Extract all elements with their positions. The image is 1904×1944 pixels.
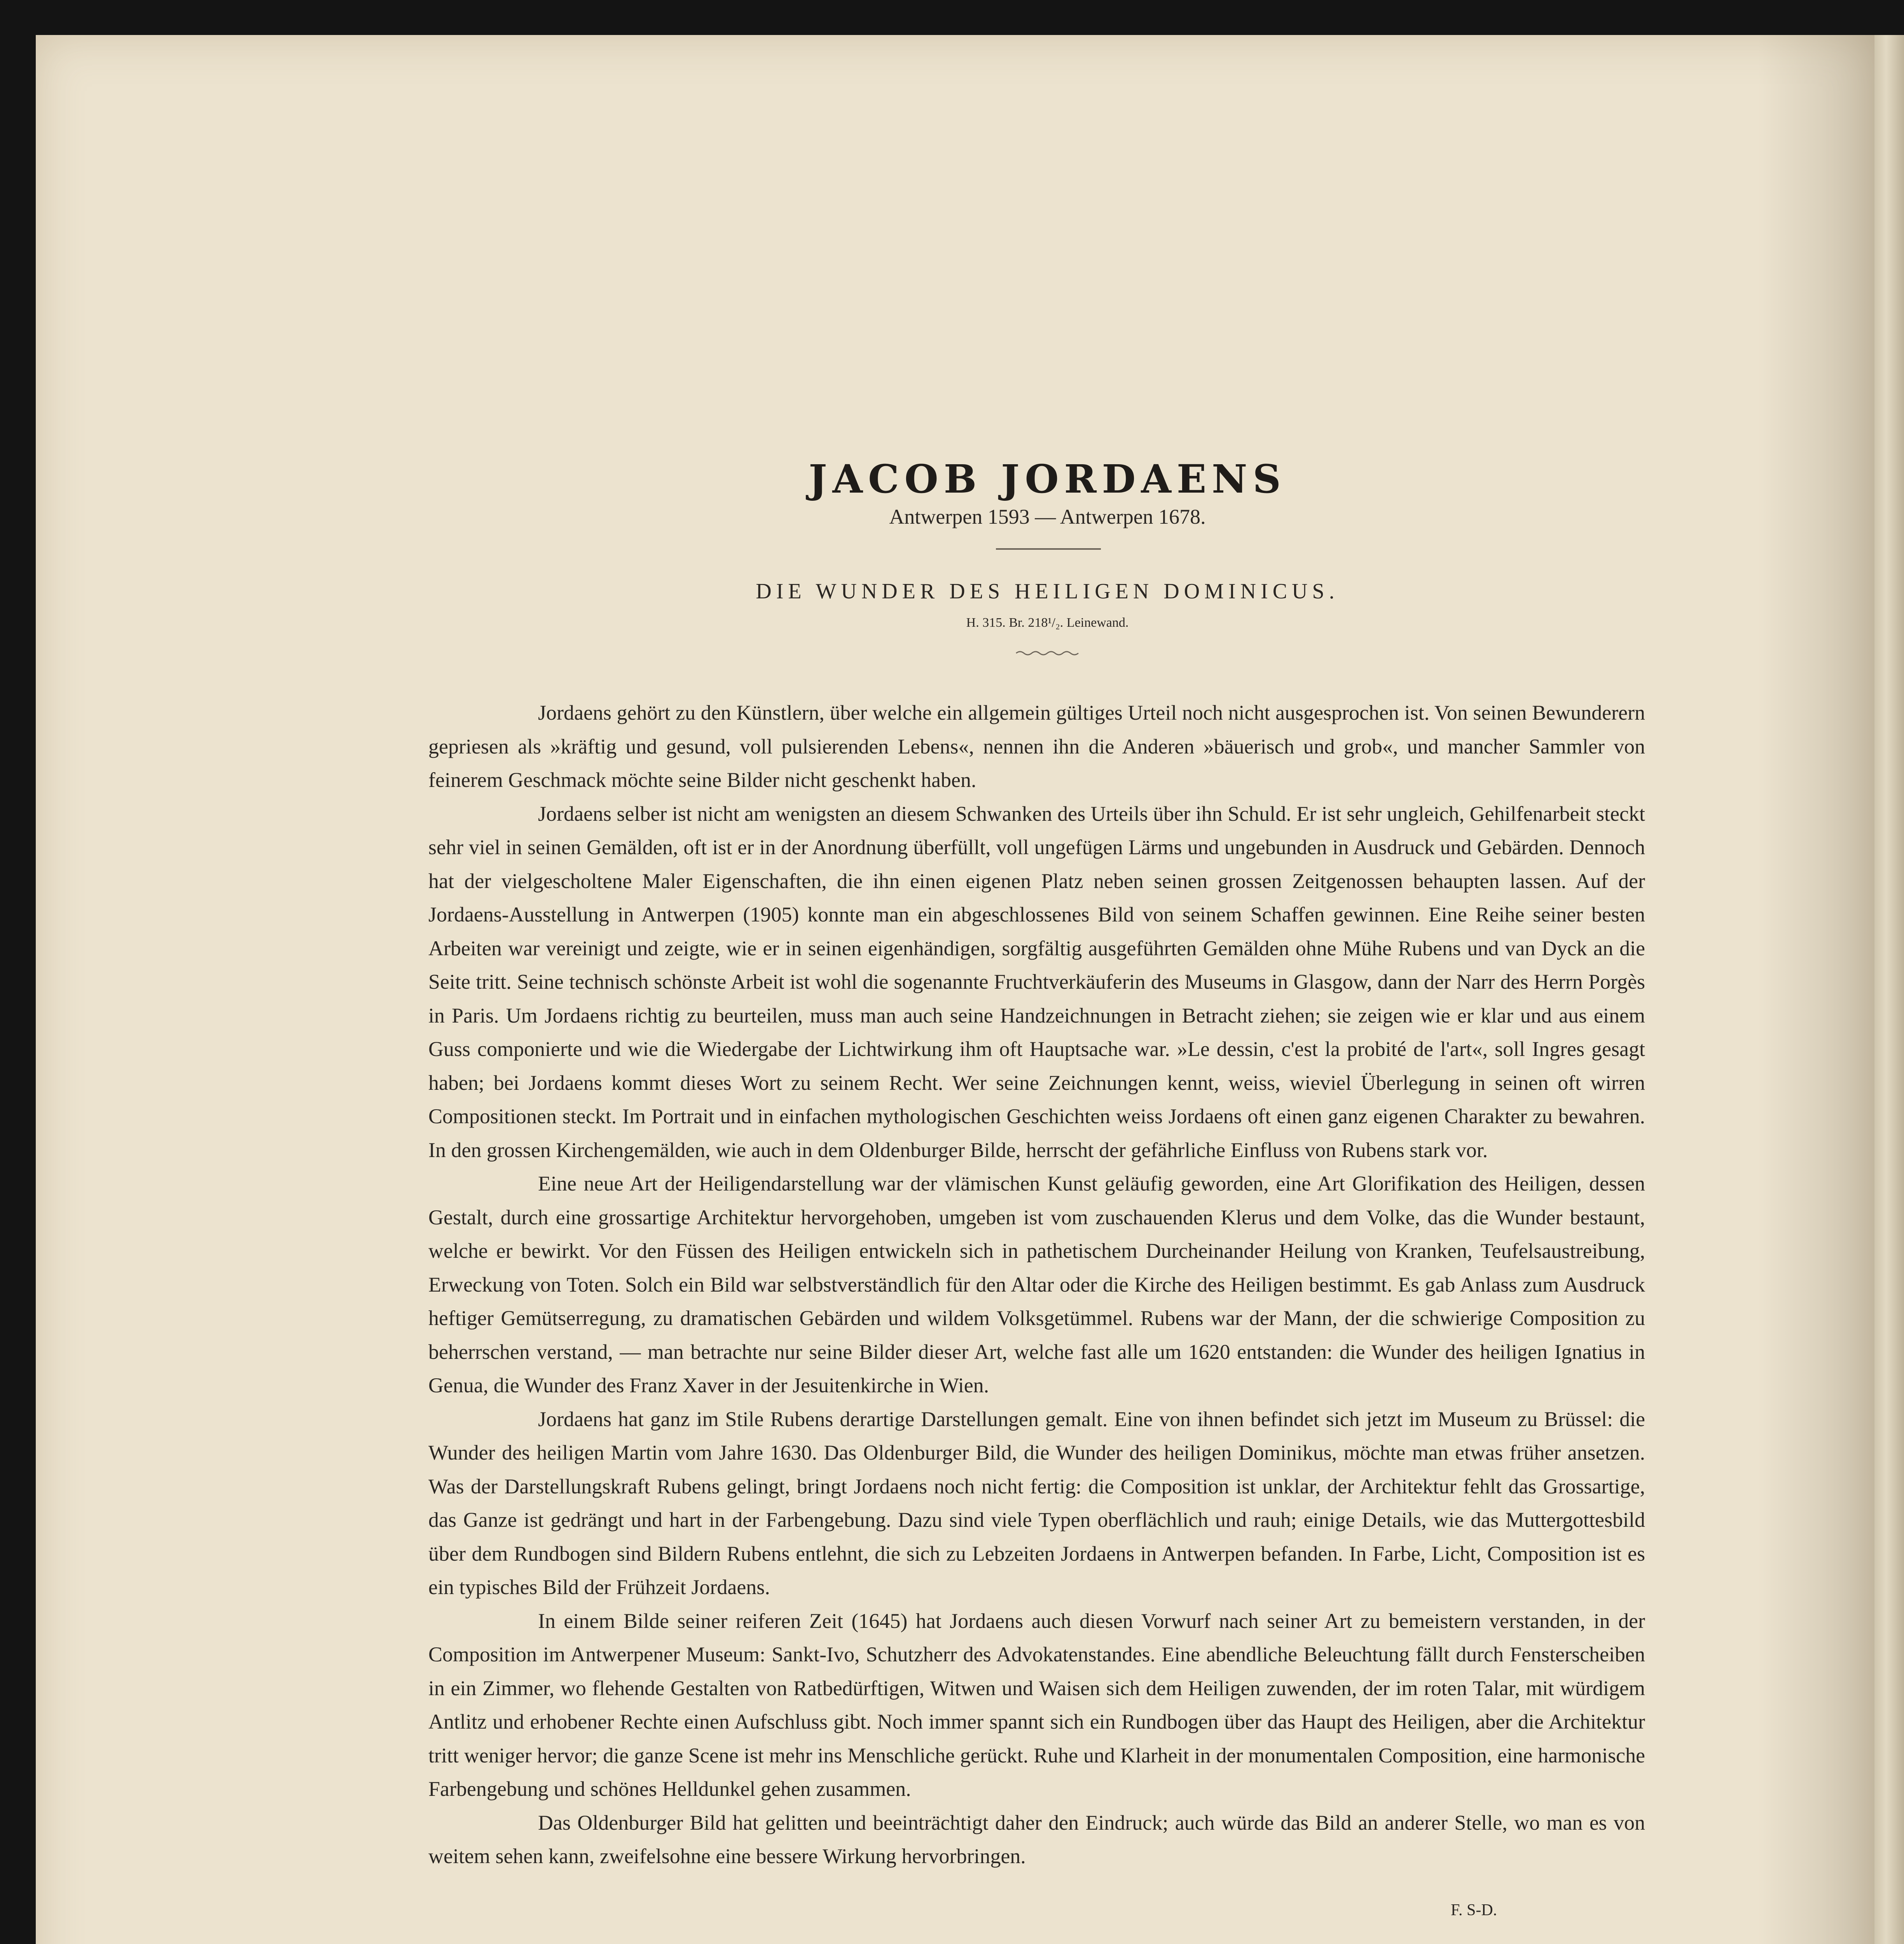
artwork-dimensions: H. 315. Br. 218¹/₂. Leinewand. [966,615,1129,630]
paragraph: In einem Bilde seiner reiferen Zeit (1645) hat Jordaens auch diesen Vorwurf nach seiner Art zu bemeistern verstanden, in der Composition im Antwerpener Museum: Sankt-Ivo, Schutzherr des Advokatenstandes. Eine abendliche Beleuchtung fällt durch Fensterscheiben in ein Zimmer, wo flehende Gestalten von Ratbedürftigen, Witwen und Waisen sich dem Heiligen zuwenden, der im roten Talar, mit würdigem Antlitz und erhobener Rechte einen Aufschluss gibt. Noch immer spannt sich ein Rundbogen über das Haupt des Heiligen, aber die Architektur tritt weniger hervor; die ganze Scene ist mehr ins Menschliche gerückt. Ruhe und Klarheit in der monumentalen Composition, eine harmonische Farbengebung und schönes Helldunkel gehen zusammen. [428,1609,1645,1801]
paragraph: Jordaens selber ist nicht am wenigsten an diesem Schwanken des Urteils über ihn Schuld. Er ist sehr ungleich, Gehilfenarbeit steckt sehr viel in seinen Gemälden, oft ist er in der Anordnung überfüllt, voll ungefügen Lärms und ungebunden in Ausdruck und Gebärden. Dennoch hat der vielgescholtene Maler Eigenschaften, die ihn einen eigenen Platz neben seinen grossen Zeitgenossen behaupten lassen. Auf der Jordaens-Ausstellung in Antwerpen (1905) konnte man ein abgeschlossenes Bild von seinem Schaffen gewinnen. Eine Reihe seiner besten Arbeiten war vereinigt und zeigte, wie er in seinen eigenhändigen, sorgfältig ausgeführten Gemälden ohne Mühe Rubens und van Dyck an die Seite tritt. Seine technisch schönste Arbeit ist wohl die sogenannte Fruchtverkäuferin des Museums in Glasgow, dann der Narr des Herrn Porgès in Paris. Um Jordaens richtig zu beurteilen, muss man auch seine Handzeichnungen in Betracht ziehen; sie zeigen wie er klar und aus einem Guss componierte und wie die Wiedergabe der Lichtwirkung ihm oft Hauptsache war. »Le dessin, c'est la probité de l'art«, soll Ingres gesagt haben; bei Jordaens kommt dieses Wort zu seinem Recht. Wer seine Zeichnungen kennt, weiss, wieviel Überlegung in seinen oft wirren Compositionen steckt. Im Portrait und in einfachen mythologischen Geschichten weiss Jordaens oft einen ganz eigenen Charakter zu bewahren. In den grossen Kirchengemälden, wie auch in dem Oldenburger Bilde, herrscht der gefährliche Einfluss von Rubens stark vor. [428,802,1645,1162]
paragraph: Das Oldenburger Bild hat gelitten und beeinträchtigt daher den Eindruck; auch würde das Bild an anderer Stelle, wo man es von weitem sehen kann, zweifelsohne eine bessere Wirkung hervorbringen. [428,1811,1645,1868]
wavy-divider-icon [1015,649,1081,657]
title-divider [996,548,1101,550]
paragraph: Jordaens hat ganz im Stile Rubens derartige Darstellungen gemalt. Eine von ihnen befindet sich jetzt im Museum zu Brüssel: die Wunder des heiligen Martin vom Jahre 1630. Das Oldenburger Bild, die Wunder des heiligen Dominikus, möchte man etwas früher ansetzen. Was der Darstellungskraft Rubens gelingt, bringt Jordaens noch nicht fertig: die Composition ist unklar, der Architektur fehlt das Grossartige, das Ganze ist gedrängt und hart in der Farbengebung. Dazu sind viele Typen oberflächlich und rauh; einige Details, wie das Muttergottesbild über dem Rundbogen sind Bildern Rubens entlehnt, die sich zu Lebzeiten Jordaens in Antwerpen befanden. In Farbe, Licht, Composition ist es ein typisches Bild der Frühzeit Jordaens. [428,1407,1645,1599]
book-page [36,35,1874,1944]
page-shading [1758,35,1874,1944]
article-body [428,696,1645,1873]
paragraph: Eine neue Art der Heiligendarstellung war der vlämischen Kunst geläufig geworden, eine Art Glorifikation des Heiligen, dessen Gestalt, durch eine grossartige Architektur hervorgehoben, umgeben ist vom zuschauenden Klerus und dem Volke, das die Wunder bestaunt, welche er bewirkt. Vor den Füssen des Heiligen entwickeln sich in pathetischem Durcheinander Heilung von Kranken, Teufelsaustreibung, Erweckung von Toten. Solch ein Bild war selbstverständlich für den Altar oder die Kirche des Heiligen bestimmt. Es gab Anlass zum Ausdruck heftiger Gemütserregung, zu dramatischen Gebärden und wildem Volksgetümmel. Rubens war der Mann, der die schwierige Composition zu beherrschen verstand, — man betrachte nur seine Bilder dieser Art, welche fast alle um 1620 entstanden: die Wunder des heiligen Ignatius in Genua, die Wunder des Franz Xaver in der Jesuitenkirche in Wien. [428,1172,1645,1397]
author-signature: F. S-D. [1451,1901,1497,1919]
artwork-title: DIE WUNDER DES HEILIGEN DOMINICUS. [756,579,1339,603]
page-title: JACOB JORDAENS [809,456,1286,502]
adjacent-page-edge [1874,35,1904,1944]
paragraph: Jordaens gehört zu den Künstlern, über welche ein allgemein gültiges Urteil noch nicht ausgesprochen ist. Von seinen Bewunderern gepriesen als »kräftig und gesund, voll pulsierenden Lebens«, nennen ihn die Anderen »bäuerisch und grob«, und mancher Sammler von feinerem Geschmack möchte seine Bilder nicht geschenkt haben. [428,701,1645,792]
page-subtitle: Antwerpen 1593 — Antwerpen 1678. [889,505,1206,528]
